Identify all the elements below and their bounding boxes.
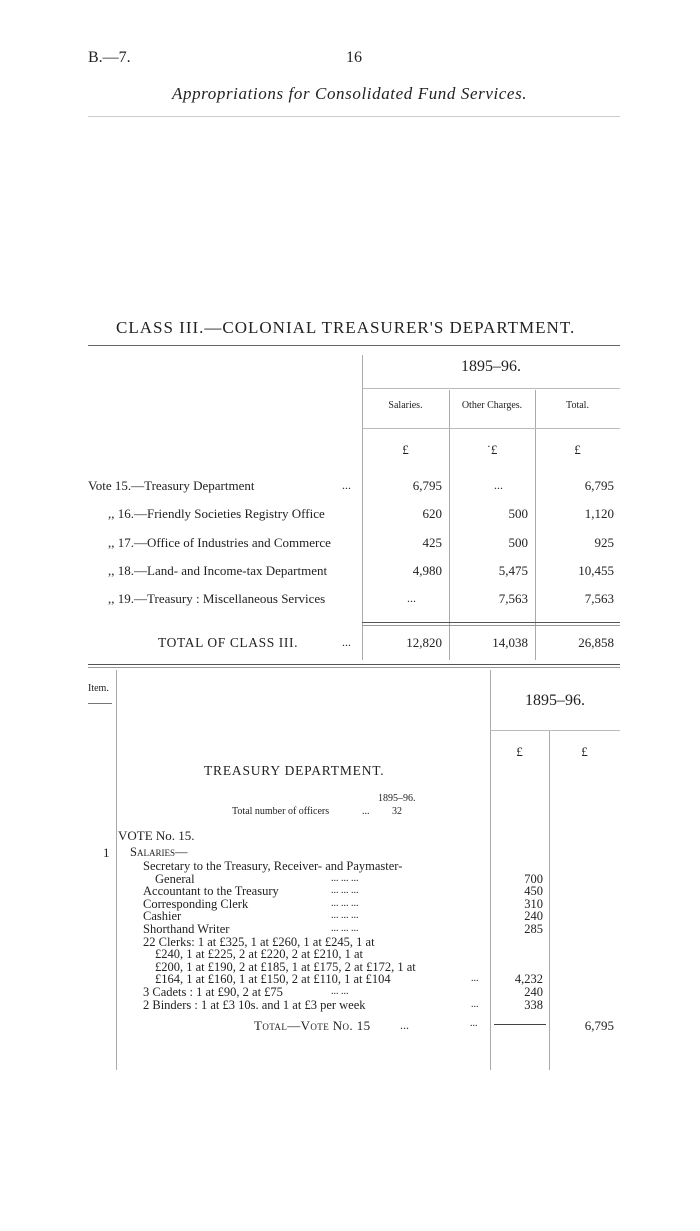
line-text: Shorthand Writer: [143, 921, 230, 936]
summary-colhead-rule: [362, 428, 620, 429]
row-leader: ...: [342, 478, 351, 492]
line-text: Corresponding Clerk: [143, 896, 249, 911]
line-leader: ... ... ...: [331, 885, 359, 897]
line-text: 2 Binders : 1 at £3 10s. and 1 at £3 per week: [143, 997, 366, 1012]
vote-total-leader: ...: [400, 1018, 409, 1032]
salary-value: 310: [524, 896, 543, 911]
row-salaries: ...: [407, 591, 416, 605]
salary-value: 338: [524, 997, 543, 1012]
page-ref: B.—7.: [88, 49, 131, 66]
row-label: ,, 17.—Office of Industries and Commerce: [108, 535, 331, 550]
vote-total-leader-2: ...: [470, 1018, 478, 1029]
line-leader: ... ... ...: [331, 897, 359, 909]
salary-line: [143, 860, 488, 873]
item-header-rule: [88, 703, 112, 704]
detail-year: 1895–96.: [525, 692, 585, 709]
total-label: TOTAL OF CLASS III.: [158, 635, 299, 650]
row-total: 6,795: [584, 478, 614, 493]
detail-top-rule-2: [88, 667, 620, 668]
item-number: 1: [103, 845, 110, 860]
salary-value: [490, 860, 543, 873]
row-salaries: 4,980: [412, 563, 442, 578]
item-header: Item.: [88, 683, 109, 694]
line-text: £164, 1 at £160, 1 at £150, 2 at £110, 1 at £104: [155, 972, 391, 987]
salary-line: [143, 948, 488, 961]
vote-total-value: 6,795: [584, 1018, 614, 1033]
line-leader: ... ... ...: [331, 922, 359, 934]
row-total: 1,120: [584, 506, 614, 521]
line-text: General: [155, 871, 195, 886]
total-salaries: 12,820: [406, 635, 442, 650]
salary-values: [490, 860, 543, 1011]
row-total: 7,563: [584, 591, 614, 606]
summary-total-rule-2: [362, 625, 620, 626]
line-text: Accountant to the Treasury: [143, 884, 279, 899]
row-salaries: 425: [422, 535, 442, 550]
salary-value: 700: [524, 871, 543, 886]
row-salaries: 6,795: [412, 478, 442, 493]
total-total: 26,858: [578, 635, 614, 650]
detail-top-rule: [88, 664, 620, 665]
officers-count: 32: [392, 806, 402, 817]
row-total: 10,455: [578, 563, 614, 578]
total-leader: ...: [342, 635, 351, 649]
officers-label: Total number of officers: [232, 806, 330, 817]
line-leader: ... ...: [331, 985, 349, 997]
row-label: ,, 19.—Treasury : Miscellaneous Services: [108, 591, 326, 606]
row-label: Vote 15.—Treasury Department: [88, 478, 255, 493]
salary-value: 240: [524, 984, 543, 999]
currency-salaries: £: [402, 442, 409, 457]
line-text: Cashier: [143, 909, 182, 924]
line-leader: ... ... ...: [331, 872, 359, 884]
line-leader: ...: [471, 973, 479, 985]
salary-value: [490, 948, 543, 961]
summary-vline-2: [449, 390, 450, 660]
salary-value: [490, 936, 543, 949]
summary-year-rule: [362, 388, 620, 389]
col-other-header: Other Charges.: [461, 400, 523, 411]
line-text: £200, 1 at £190, 2 at £185, 1 at £175, 2 at £172, 1 at: [155, 959, 416, 974]
detail-subtotal-rule: [494, 1024, 546, 1025]
line-text: 22 Clerks: 1 at £325, 1 at £260, 1 at £245, 1 at: [143, 934, 375, 949]
summary-top-rule: [88, 345, 620, 346]
total-other: 14,038: [492, 635, 528, 650]
row-total: 925: [594, 535, 614, 550]
summary-title: CLASS III.—COLONIAL TREASURER'S DEPARTMENT.: [116, 318, 576, 337]
col-total-header: Total.: [566, 400, 589, 411]
dept-title: TREASURY DEPARTMENT.: [204, 763, 385, 778]
vote-total-label: Total—Vote No. 15: [254, 1018, 371, 1033]
currency-total: £: [574, 442, 581, 457]
page-number: 16: [346, 49, 362, 66]
row-other: 500: [508, 506, 528, 521]
detail-year-rule: [490, 730, 620, 731]
currency-other: ˙£: [486, 442, 498, 457]
salary-line: [143, 999, 488, 1012]
row-other: ...: [494, 478, 503, 492]
salary-value: 285: [524, 921, 543, 936]
salary-value: 4,232: [514, 972, 543, 987]
row-other: 500: [508, 535, 528, 550]
row-label: ,, 18.—Land- and Income-tax Department: [108, 563, 328, 578]
detail-currency-2: £: [581, 744, 588, 759]
line-leader: ...: [471, 998, 479, 1010]
officers-year: 1895–96.: [378, 793, 416, 804]
salary-lines: [143, 860, 488, 1011]
salaries-heading: Salaries—: [130, 845, 188, 859]
row-other: 7,563: [498, 591, 528, 606]
officers-leader: ...: [362, 806, 370, 817]
row-other: 5,475: [498, 563, 528, 578]
row-label: ,, 16.—Friendly Societies Registry Office: [108, 506, 325, 521]
detail-item-vline: [116, 670, 117, 1070]
vote-heading: VOTE No. 15.: [118, 828, 195, 843]
summary-year: 1895–96.: [461, 358, 521, 375]
line-leader: ... ... ...: [331, 910, 359, 922]
line-text: Secretary to the Treasury, Receiver- and Paymaster-: [143, 859, 403, 873]
page-heading: Appropriations for Consolidated Fund Services.: [172, 84, 528, 103]
line-text: £240, 1 at £225, 2 at £220, 2 at £210, 1 at: [155, 947, 363, 962]
salary-value: 240: [524, 909, 543, 924]
row-salaries: 620: [422, 506, 442, 521]
salary-value: 450: [524, 884, 543, 899]
line-text: 3 Cadets : 1 at £90, 2 at £75: [143, 984, 283, 999]
col-salaries-header: Salaries.: [388, 400, 423, 411]
summary-vline-3: [535, 390, 536, 660]
summary-total-rule: [362, 622, 620, 623]
header-rule: [88, 116, 620, 117]
salary-line: [143, 898, 488, 911]
detail-currency-1: £: [516, 744, 523, 759]
